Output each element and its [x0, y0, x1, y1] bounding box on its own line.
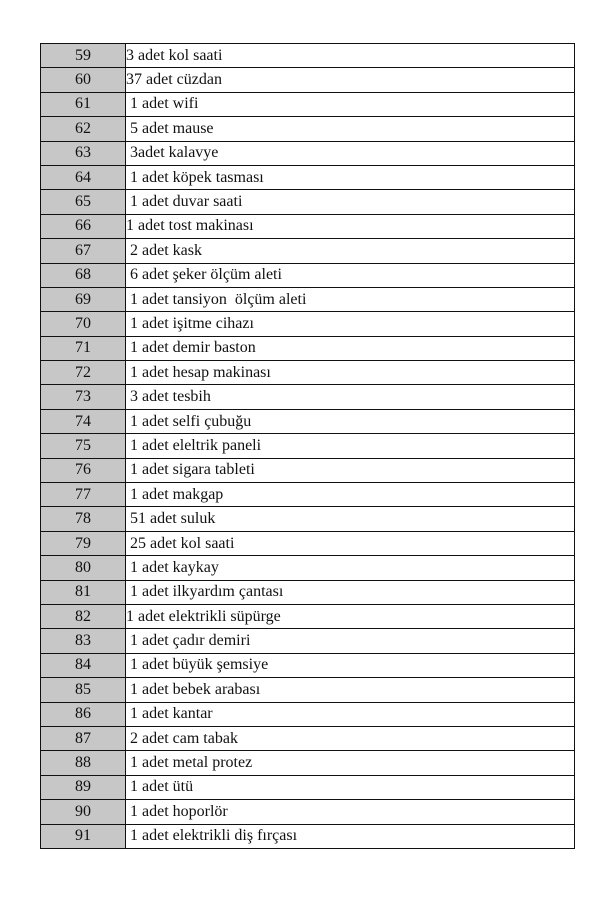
table-row: [41, 556, 575, 580]
item-description-cell: 1 adet hesap makinası: [126, 361, 575, 385]
table-row: [41, 824, 575, 848]
row-number-cell: 75: [41, 434, 126, 458]
row-number-cell: 84: [41, 653, 126, 677]
table-row: [41, 726, 575, 750]
row-number-cell: 61: [41, 92, 126, 116]
row-number-cell: 63: [41, 141, 126, 165]
row-number-cell: 68: [41, 263, 126, 287]
table-row: [41, 165, 575, 189]
table-row: [41, 434, 575, 458]
table-row: [41, 92, 575, 116]
row-number-cell: 78: [41, 507, 126, 531]
inventory-table: [40, 43, 575, 849]
table-row: [41, 653, 575, 677]
inventory-table-body: [41, 44, 575, 849]
table-row: [41, 214, 575, 238]
row-number-cell: 82: [41, 604, 126, 628]
row-number-cell: 69: [41, 287, 126, 311]
item-description-cell: 3 adet kol saati: [126, 44, 575, 68]
item-description-cell: 2 adet kask: [126, 239, 575, 263]
row-number-cell: 91: [41, 824, 126, 848]
table-row: [41, 336, 575, 360]
table-row: [41, 483, 575, 507]
row-number-cell: 83: [41, 629, 126, 653]
row-number-cell: 71: [41, 336, 126, 360]
item-description-cell: 1 adet ilkyardım çantası: [126, 580, 575, 604]
table-row: [41, 361, 575, 385]
table-row: [41, 580, 575, 604]
table-row: [41, 702, 575, 726]
item-description-cell: 1 adet wifi: [126, 92, 575, 116]
row-number-cell: 64: [41, 165, 126, 189]
item-description-cell: 1 adet büyük şemsiye: [126, 653, 575, 677]
row-number-cell: 90: [41, 800, 126, 824]
item-description-cell: 1 adet sigara tableti: [126, 458, 575, 482]
row-number-cell: 72: [41, 361, 126, 385]
item-description-cell: 1 adet elektrikli süpürge: [126, 604, 575, 628]
table-row: [41, 190, 575, 214]
table-row: [41, 239, 575, 263]
item-description-cell: 1 adet tansiyon ölçüm aleti: [126, 287, 575, 311]
item-description-cell: 25 adet kol saati: [126, 531, 575, 555]
item-description-cell: 3 adet tesbih: [126, 385, 575, 409]
item-description-cell: 1 adet ütü: [126, 775, 575, 799]
table-row: [41, 117, 575, 141]
item-description-cell: 5 adet mause: [126, 117, 575, 141]
table-row: [41, 458, 575, 482]
row-number-cell: 60: [41, 68, 126, 92]
table-row: [41, 775, 575, 799]
row-number-cell: 88: [41, 751, 126, 775]
row-number-cell: 73: [41, 385, 126, 409]
item-description-cell: 1 adet kantar: [126, 702, 575, 726]
row-number-cell: 76: [41, 458, 126, 482]
item-description-cell: 37 adet cüzdan: [126, 68, 575, 92]
table-row: [41, 287, 575, 311]
table-row: [41, 604, 575, 628]
item-description-cell: 1 adet metal protez: [126, 751, 575, 775]
table-row: [41, 68, 575, 92]
item-description-cell: 1 adet hoporlör: [126, 800, 575, 824]
row-number-cell: 79: [41, 531, 126, 555]
item-description-cell: 3adet kalavye: [126, 141, 575, 165]
item-description-cell: 2 adet cam tabak: [126, 726, 575, 750]
item-description-cell: 1 adet elektrikli diş fırçası: [126, 824, 575, 848]
item-description-cell: 1 adet köpek tasması: [126, 165, 575, 189]
item-description-cell: 1 adet işitme cihazı: [126, 312, 575, 336]
row-number-cell: 77: [41, 483, 126, 507]
item-description-cell: 1 adet kaykay: [126, 556, 575, 580]
item-description-cell: 1 adet bebek arabası: [126, 678, 575, 702]
item-description-cell: 1 adet makgap: [126, 483, 575, 507]
table-row: [41, 629, 575, 653]
table-row: [41, 531, 575, 555]
item-description-cell: 1 adet demir baston: [126, 336, 575, 360]
item-description-cell: 1 adet selfi çubuğu: [126, 409, 575, 433]
row-number-cell: 70: [41, 312, 126, 336]
table-row: [41, 751, 575, 775]
row-number-cell: 80: [41, 556, 126, 580]
item-description-cell: 1 adet eleltrik paneli: [126, 434, 575, 458]
row-number-cell: 74: [41, 409, 126, 433]
item-description-cell: 51 adet suluk: [126, 507, 575, 531]
row-number-cell: 67: [41, 239, 126, 263]
table-row: [41, 141, 575, 165]
table-row: [41, 678, 575, 702]
row-number-cell: 81: [41, 580, 126, 604]
table-row: [41, 312, 575, 336]
item-description-cell: 1 adet tost makinası: [126, 214, 575, 238]
row-number-cell: 59: [41, 44, 126, 68]
table-row: [41, 44, 575, 68]
row-number-cell: 85: [41, 678, 126, 702]
item-description-cell: 6 adet şeker ölçüm aleti: [126, 263, 575, 287]
table-row: [41, 409, 575, 433]
row-number-cell: 62: [41, 117, 126, 141]
row-number-cell: 66: [41, 214, 126, 238]
row-number-cell: 65: [41, 190, 126, 214]
inventory-table-container: [40, 43, 575, 849]
item-description-cell: 1 adet duvar saati: [126, 190, 575, 214]
item-description-cell: 1 adet çadır demiri: [126, 629, 575, 653]
row-number-cell: 89: [41, 775, 126, 799]
row-number-cell: 86: [41, 702, 126, 726]
table-row: [41, 507, 575, 531]
row-number-cell: 87: [41, 726, 126, 750]
table-row: [41, 800, 575, 824]
table-row: [41, 385, 575, 409]
table-row: [41, 263, 575, 287]
